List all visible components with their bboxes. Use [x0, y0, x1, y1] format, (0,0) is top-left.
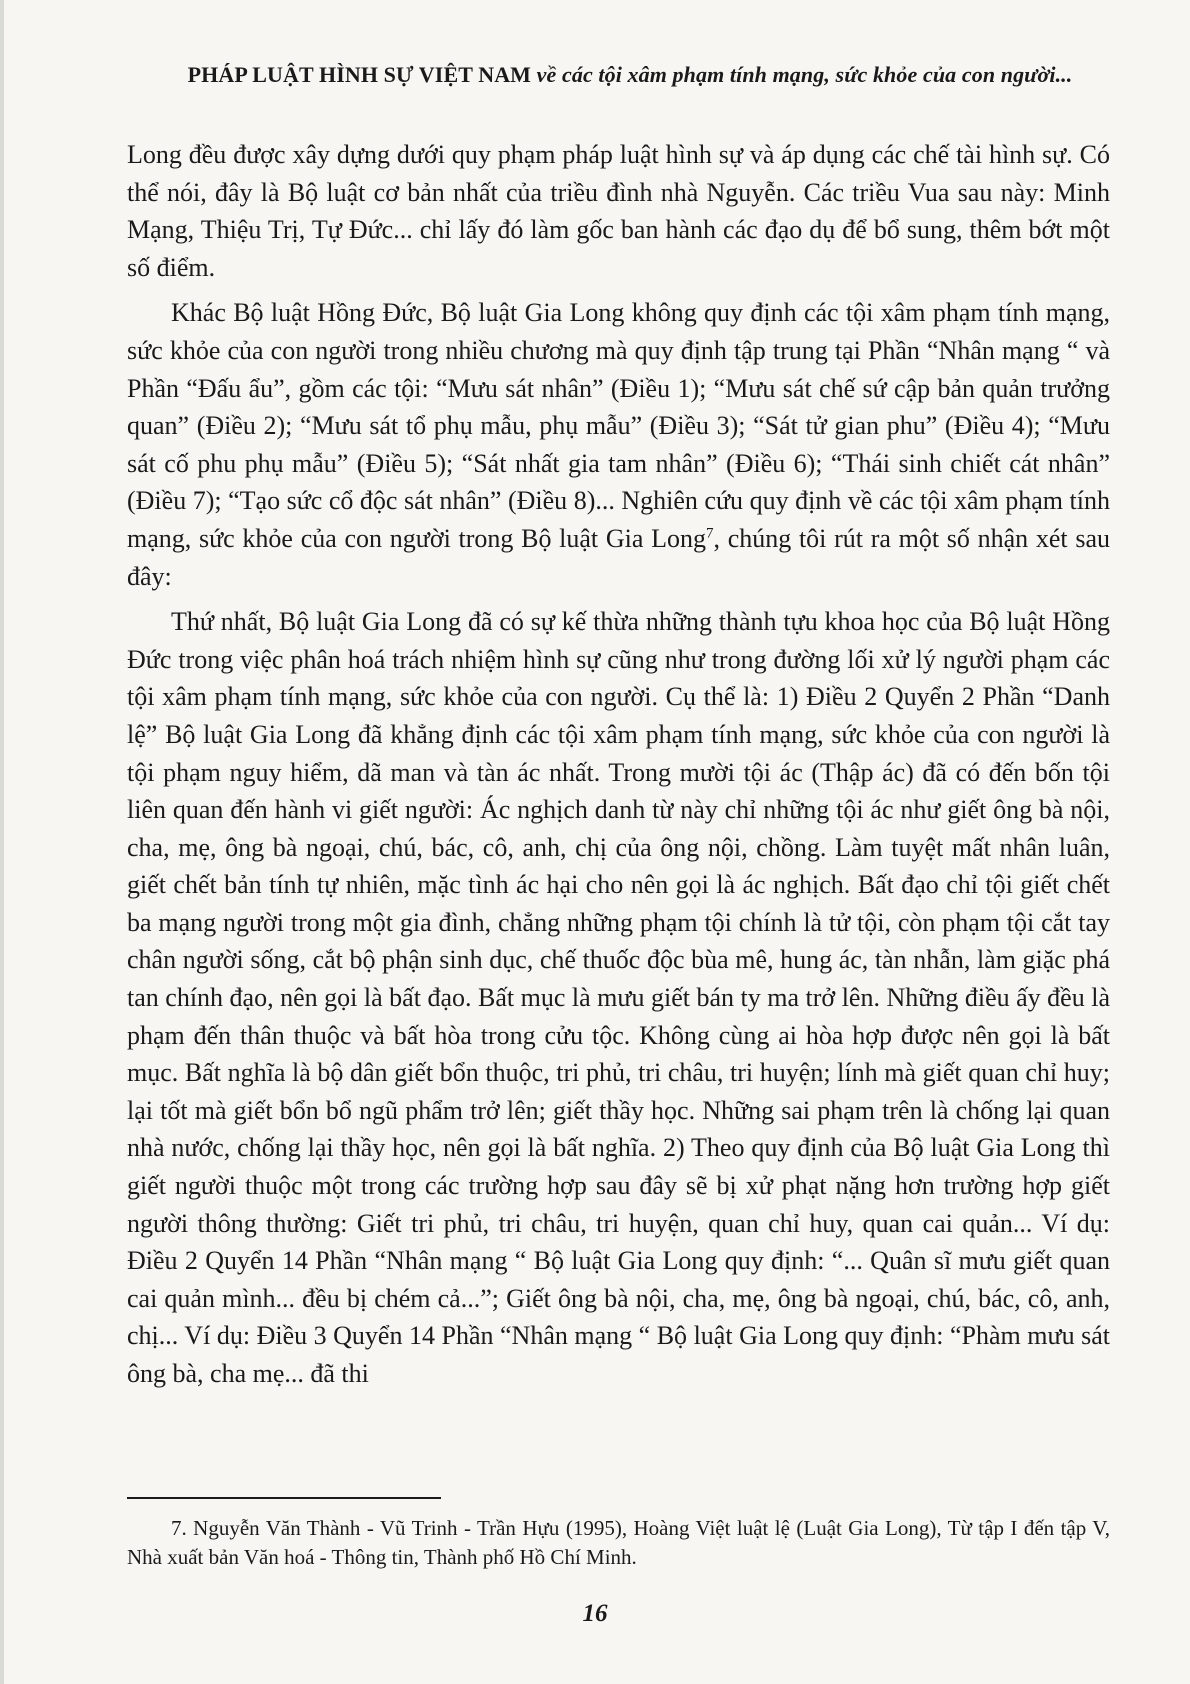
- running-header-italic: về các tội xâm phạm tính mạng, sức khỏe của con người...: [536, 62, 1073, 87]
- paragraph-2-tail: , chúng tôi rút ra một số nhận xét sau đây:: [127, 523, 1110, 591]
- page-number: 16: [582, 1600, 608, 1627]
- body-text: [127, 136, 1110, 1393]
- scan-edge: [0, 0, 4, 1684]
- paragraph-2: [127, 294, 1110, 595]
- footnote: 7. Nguyễn Văn Thành - Vũ Trinh - Trần Hựu (1995), Hoàng Việt luật lệ (Luật Gia Long), Từ tập I đến tập V, Nhà xuất bản Văn hoá - Thông tin, Thành phố Hồ Chí Minh.: [127, 1516, 1110, 1569]
- paragraph-3: Thứ nhất, Bộ luật Gia Long đã có sự kế thừa những thành tựu khoa học của Bộ luật Hồng Đức trong việc phân hoá trách nhiệm hình sự cũng như trong đường lối xử lý người phạm các tội xâm phạm tính mạng, sức khỏe của con người. Cụ thể là: 1) Điều 2 Quyển 2 Phần “Danh lệ” Bộ luật Gia Long đã khẳng định các tội xâm phạm tính mạng, sức khỏe của con người là tội phạm nguy hiểm, dã man và tàn ác nhất. Trong mười tội ác (Thập ác) đã có đến bốn tội liên quan đến hành vi giết người: Ác nghịch danh từ này chỉ những tội ác như giết ông bà nội, cha, mẹ, ông bà ngoại, chú, bác, cô, anh, chị của ông nội, chồng. Làm tuyệt mất nhân luân, giết chết bản tính tự nhiên, mặc tình ác hại cho nên gọi là ác nghịch. Bất đạo chỉ tội giết chết ba mạng người trong một gia đình, chẳng những phạm tội chính là tử tội, còn phạm tội cắt tay chân người sống, cắt bộ phận sinh dục, chế thuốc độc bùa mê, hung ác, tàn nhẫn, làm giặc phá tan chính đạo, nên gọi là bất đạo. Bất mục là mưu giết bán ty ma trở lên. Những điều ấy đều là phạm đến thân thuộc và bất hòa trong cửu tộc. Không cùng ai hòa hợp được nên gọi là bất mục. Bất nghĩa là bộ dân giết bổn thuộc, tri phủ, tri châu, tri huyện; lính mà giết quan chỉ huy; lại tốt mà giết bổn bổ ngũ phẩm trở lên; giết thầy học. Những sai phạm trên là chống lại quan nhà nước, chống lại thầy học, nên gọi là bất nghĩa. 2) Theo quy định của Bộ luật Gia Long thì giết người thuộc một trong các trường hợp sau đây sẽ bị xử phạt nặng hơn trường hợp giết người thông thường: Giết tri phủ, tri châu, tri huyện, quan chỉ huy, quan cai quản... Ví dụ: Điều 2 Quyển 14 Phần “Nhân mạng “ Bộ luật Gia Long quy định: “... Quân sĩ mưu giết quan cai quản mình... đều bị chém cả...”; Giết ông bà nội, cha, mẹ, ông bà ngoại, chú, bác, cô, anh, chị... Ví dụ: Điều 3 Quyển 14 Phần “Nhân mạng “ Bộ luật Gia Long quy định: “Phàm mưu sát ông bà, cha mẹ... đã thi: [127, 607, 1110, 1388]
- paragraph-2-text: Khác Bộ luật Hồng Đức, Bộ luật Gia Long không quy định các tội xâm phạm tính mạng, sức khỏe của con người trong nhiều chương mà quy định tập trung tại Phần “Nhân mạng “ và Phần “Đấu ẩu”, gồm các tội: “Mưu sát nhân” (Điều 1); “Mưu sát chế sứ cập bản quản trưởng quan” (Điều 2); “Mưu sát tổ phụ mẫu, phụ mẫu” (Điều 3); “Sát tử gian phu” (Điều 4); “Mưu sát cố phu phụ mẫu” (Điều 5); “Sát nhất gia tam nhân” (Điều 6); “Thái sinh chiết cát nhân” (Điều 7); “Tạo sức cổ độc sát nhân” (Điều 8)... Nghiên cứu quy định về các tội xâm phạm tính mạng, sức khỏe của con người trong Bộ luật Gia Long: [127, 298, 1110, 553]
- running-header-caps: PHÁP LUẬT HÌNH SỰ VIỆT NAM: [187, 62, 532, 87]
- footnote-reference[interactable]: 7: [706, 525, 714, 542]
- footnote-divider: [127, 1497, 441, 1499]
- running-header: [130, 62, 1130, 88]
- paragraph-1: Long đều được xây dựng dưới quy phạm pháp luật hình sự và áp dụng các chế tài hình sự. Có thể nói, đây là Bộ luật cơ bản nhất của triều đình nhà Nguyễn. Các triều Vua sau này: Minh Mạng, Thiệu Trị, Tự Đức... chỉ lấy đó làm gốc ban hành các đạo dụ để bổ sung, thêm bớt một số điểm.: [127, 140, 1110, 282]
